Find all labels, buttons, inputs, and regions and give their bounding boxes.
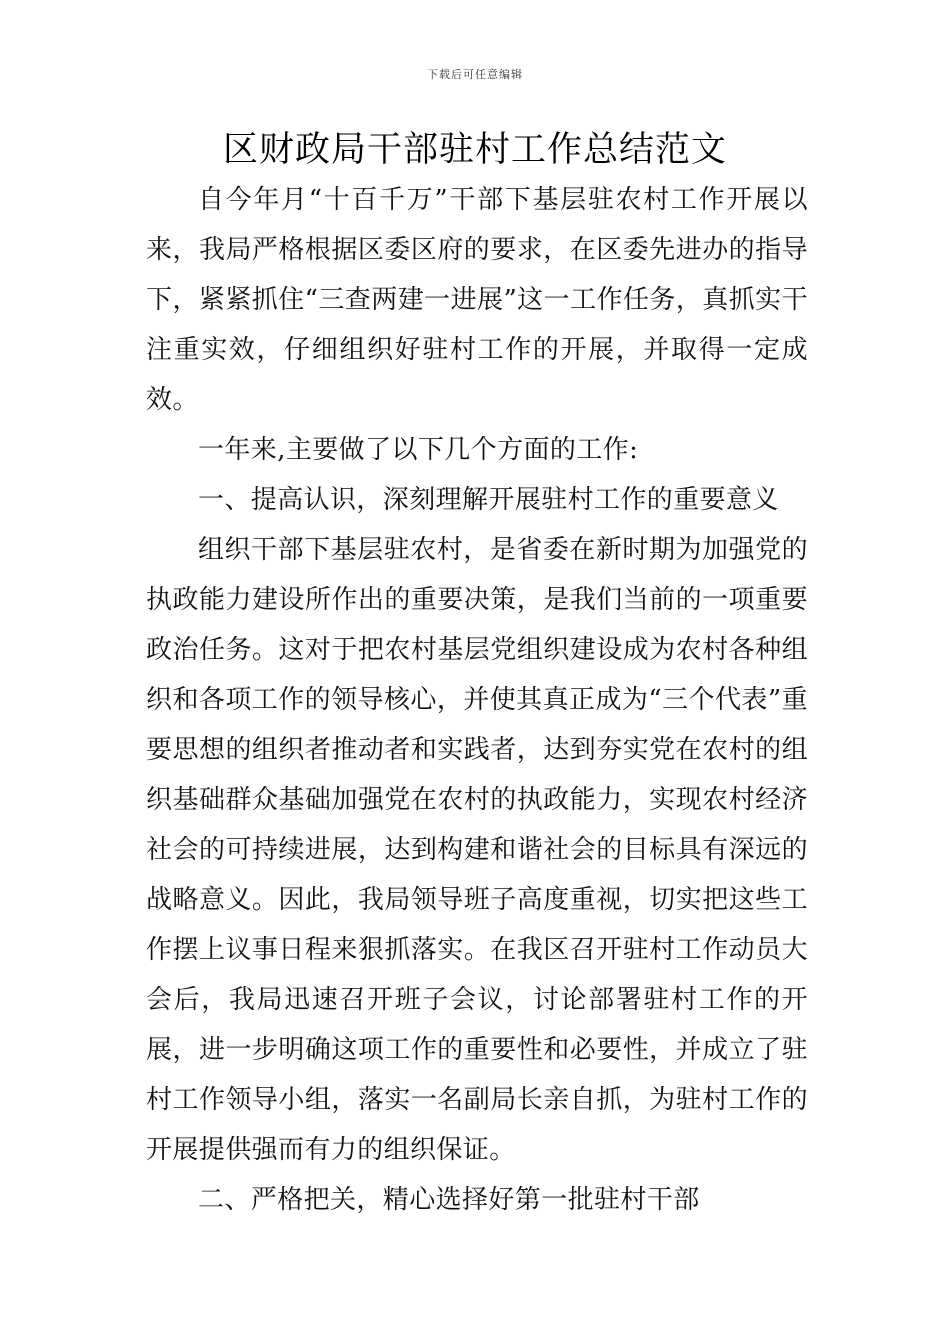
document-title: 区财政局干部驻村工作总结范文 bbox=[222, 130, 727, 170]
document-body bbox=[146, 175, 808, 1225]
paragraph-intro: 自今年月“十百千万”干部下基层驻农村工作开展以来，我局严格根据区委区府的要求，在区委先进办的指导下，紧紧抓住“三查两建一进展”这一工作任务，真抓实干注重实效，仔细组织好驻村工作的开展，并取得一定成效。 bbox=[146, 185, 808, 415]
paragraph-section-1: 组织干部下基层驻农村，是省委在新时期为加强党的执政能力建设所作出的重要决策，是我们当前的一项重要政治任务。这对于把农村基层党组织建设成为农村各种组织和各项工作的领导核心，并使其真正成为“三个代表”重要思想的组织者推动者和实践者，达到夯实党在农村的组织基础群众基础加强党在农村的执政能力，实现农村经济社会的可持续进展，达到构建和谐社会的目标具有深远的战略意义。因此，我局领导班子高度重视，切实把这些工作摆上议事日程来狠抓落实。在我区召开驻村工作动员大会后，我局迅速召开班子会议，讨论部署驻村工作的开展，进一步明确这项工作的重要性和必要性，并成立了驻村工作领导小组，落实一名副局长亲自抓，为驻村工作的开展提供强而有力的组织保证。 bbox=[146, 535, 808, 1165]
section-heading-2: 二、严格把关，精心选择好第一批驻村干部 bbox=[198, 1185, 700, 1215]
header-note: 下载后可任意编辑 bbox=[427, 68, 523, 81]
paragraph-overview: 一年来,主要做了以下几个方面的工作: bbox=[198, 435, 639, 465]
section-heading-1: 一、提高认识，深刻理解开展驻村工作的重要意义 bbox=[198, 485, 779, 515]
